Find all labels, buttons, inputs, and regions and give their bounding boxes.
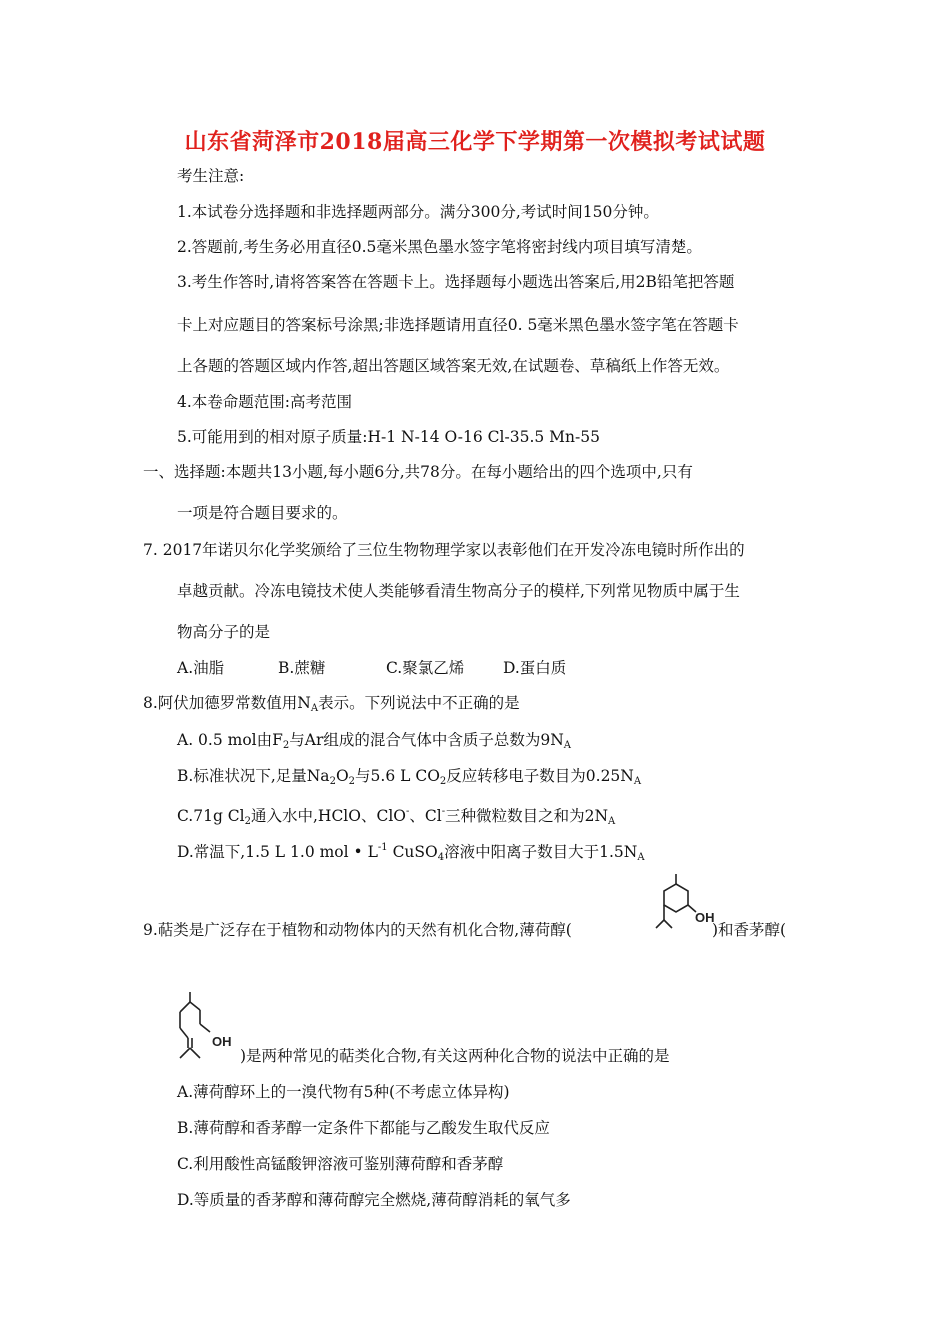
q8-option-d: D.常温下,1.5 L 1.0 mol • $L^{-1}$ CuSO$_4$溶液中阳离子数目大于$1.5N_A$ xyxy=(177,842,645,863)
q8-option-c: C.71g $Cl_2$通入水中,HClO、ClO-、Cl-三种微粒数目之和为$2N_A$ xyxy=(177,806,616,827)
q9-option-b: B.薄荷醇和香茅醇一定条件下都能与乙酸发生取代反应 xyxy=(177,1119,550,1137)
section-heading-cont: 一项是符合题目要求的。 xyxy=(177,504,348,522)
q9-stem: 9.萜类是广泛存在于植物和动物体内的天然有机化合物,薄荷醇( xyxy=(143,921,572,939)
citronellol-structure xyxy=(170,988,240,1063)
q7-option-c: C.聚氯乙烯 xyxy=(386,659,465,677)
menthol-oh-label: OH xyxy=(695,910,714,925)
q7-stem: 7. 2017年诺贝尔化学奖颁给了三位生物物理学家以表彰他们在开发冷冻电镜时所作出的 xyxy=(143,541,745,559)
notice-item-3-cont: 卡上对应题目的答案标号涂黑;非选择题请用直径0. 5毫米黑色墨水签字笔在答题卡 xyxy=(177,316,739,334)
notice-item-4: 4.本卷命题范围:高考范围 xyxy=(177,393,353,411)
q7-option-b: B.蔗糖 xyxy=(278,659,326,677)
citronellol-oh-label: OH xyxy=(212,1034,232,1049)
q8-stem: 8.阿伏加德罗常数值用$N_A$表示。下列说法中不正确的是 xyxy=(143,694,520,714)
q7-option-d: D.蛋白质 xyxy=(503,659,567,677)
notice-item-2: 2.答题前,考生务必用直径0.5毫米黑色墨水签字笔将密封线内项目填写清楚。 xyxy=(177,238,702,256)
notice-item-1: 1.本试卷分选择题和非选择题两部分。满分300分,考试时间150分钟。 xyxy=(177,203,659,221)
q9-stem-cont: )是两种常见的萜类化合物,有关这两种化合物的说法中正确的是 xyxy=(240,1047,670,1065)
q7-stem-cont: 卓越贡献。冷冻电镜技术使人类能够看清生物高分子的模样,下列常见物质中属于生 xyxy=(177,582,740,600)
notice-heading: 考生注意: xyxy=(177,167,245,185)
q9-option-c: C.利用酸性高锰酸钾溶液可鉴别薄荷醇和香茅醇 xyxy=(177,1155,504,1173)
page-title: 山东省菏泽市2018届高三化学下学期第一次模拟考试试题 xyxy=(184,129,766,155)
q7-option-a: A.油脂 xyxy=(177,659,225,677)
q8-option-a: A. 0.5 mol由$F_2$与Ar组成的混合气体中含质子总数为$9N_A$ xyxy=(177,731,572,751)
q8-option-b: B.标准状况下,足量$Na_2O_2$与5.6 L $CO_2$反应转移电子数目为$0.25N_A$ xyxy=(177,767,642,787)
q9-stem-end: )和香茅醇( xyxy=(712,921,787,939)
q9-option-a: A.薄荷醇环上的一溴代物有5种(不考虑立体异构) xyxy=(177,1083,510,1101)
q7-stem-cont2: 物高分子的是 xyxy=(177,623,271,641)
notice-item-3: 3.考生作答时,请将答案答在答题卡上。选择题每小题选出答案后,用2B铅笔把答题 xyxy=(177,273,735,291)
notice-item-3-cont2: 上各题的答题区域内作答,超出答题区域答案无效,在试题卷、草稿纸上作答无效。 xyxy=(177,357,730,375)
q9-option-d: D.等质量的香茅醇和薄荷醇完全燃烧,薄荷醇消耗的氧气多 xyxy=(177,1191,571,1209)
notice-item-5: 5.可能用到的相对原子质量:H-1 N-14 O-16 Cl-35.5 Mn-55 xyxy=(177,428,600,446)
section-heading: 一、选择题:本题共13小题,每小题6分,共78分。在每小题给出的四个选项中,只有 xyxy=(143,463,693,481)
menthol-structure xyxy=(654,870,714,940)
